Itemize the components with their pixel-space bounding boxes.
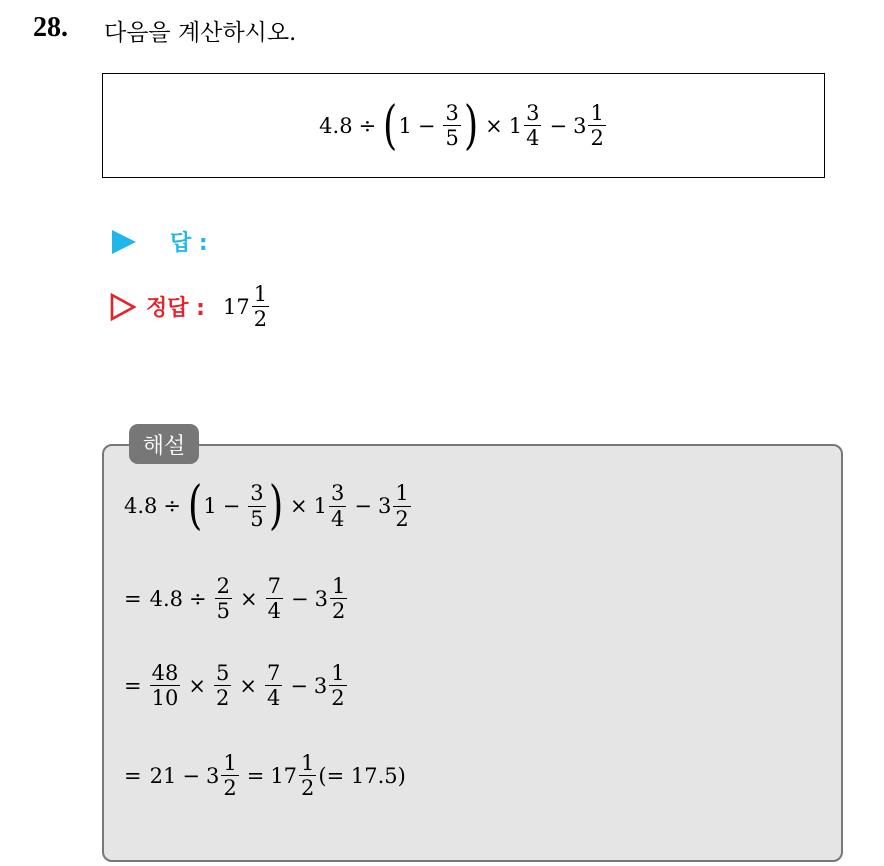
solution-line-2	[124, 575, 349, 622]
numerator: 1	[590, 100, 604, 125]
fraction	[329, 662, 346, 709]
minus-sign: −	[549, 113, 568, 138]
fraction	[150, 662, 181, 709]
equals-sign: =	[124, 763, 142, 788]
denominator: 4	[330, 506, 345, 531]
fraction	[248, 482, 265, 529]
denominator: 5	[445, 126, 459, 150]
numerator: 7	[267, 574, 281, 598]
minus-sign: −	[182, 763, 200, 788]
mixed-whole: 17	[270, 763, 298, 788]
minus-sign: −	[417, 113, 436, 138]
answer-row	[112, 226, 208, 257]
left-paren: (	[188, 476, 203, 536]
mixed-whole: 3	[573, 113, 587, 138]
fraction	[330, 575, 347, 622]
numerator: 7	[266, 661, 281, 685]
play-triangle-icon	[112, 230, 136, 254]
denominator: 2	[331, 599, 346, 624]
denominator: 2	[331, 686, 345, 711]
fraction	[252, 283, 269, 330]
question-text: 다음을 계산하시오.	[104, 20, 297, 46]
divide-sign: ÷	[189, 586, 207, 611]
numerator: 48	[151, 661, 179, 685]
term: 1	[203, 494, 217, 518]
mixed-whole: 1	[508, 113, 523, 138]
fraction	[443, 102, 460, 149]
denominator: 2	[253, 307, 268, 332]
fraction	[265, 662, 282, 709]
problem-box	[102, 73, 825, 178]
numerator: 3	[330, 481, 345, 506]
numerator: 1	[395, 481, 409, 506]
term: 4.8	[149, 586, 184, 611]
right-paren: )	[463, 95, 479, 156]
numerator: 3	[526, 100, 540, 125]
denominator: 2	[590, 126, 604, 150]
times-sign: ×	[289, 494, 308, 518]
correct-answer-value	[223, 283, 271, 330]
fraction	[215, 575, 232, 622]
equals-sign: =	[124, 586, 142, 611]
fraction	[299, 752, 316, 799]
divide-sign: ÷	[358, 113, 377, 138]
numerator: 1	[331, 661, 345, 685]
numerator: 5	[215, 661, 230, 685]
term: 4.8	[124, 494, 158, 518]
denominator: 5	[216, 599, 230, 624]
denominator: 4	[266, 686, 281, 711]
minus-sign: −	[290, 586, 309, 611]
decimal-form: (= 17.5)	[318, 763, 406, 788]
denominator: 2	[395, 506, 409, 531]
denominator: 2	[223, 776, 237, 801]
denominator: 10	[151, 686, 179, 711]
left-paren: (	[383, 95, 398, 156]
solution-line-1	[124, 476, 413, 536]
times-sign: ×	[239, 673, 257, 698]
denominator: 4	[267, 599, 281, 624]
minus-sign: −	[222, 494, 241, 518]
times-sign: ×	[485, 113, 503, 138]
denominator: 5	[250, 506, 264, 531]
numerator: 1	[331, 574, 346, 598]
numerator: 3	[250, 481, 264, 506]
mixed-whole: 3	[377, 494, 392, 518]
fraction	[588, 102, 605, 149]
numerator: 2	[216, 574, 230, 598]
divide-sign: ÷	[163, 494, 182, 518]
numerator: 1	[301, 751, 315, 775]
minus-sign: −	[290, 673, 308, 698]
outline-triangle-icon	[110, 293, 136, 321]
mixed-whole: 17	[222, 294, 250, 319]
fraction	[329, 482, 346, 529]
fraction	[524, 102, 541, 149]
term: 1	[398, 113, 412, 138]
solution-line-3	[124, 662, 349, 709]
correct-answer-row	[110, 283, 271, 330]
solution-tab: 해설	[129, 424, 199, 464]
mixed-whole: 3	[205, 763, 220, 788]
correct-answer-label: 정답 :	[146, 296, 205, 322]
denominator: 4	[526, 126, 540, 150]
numerator: 1	[223, 751, 237, 775]
denominator: 2	[301, 776, 315, 801]
mixed-whole: 3	[314, 586, 328, 611]
right-paren: )	[268, 476, 283, 536]
numerator: 1	[253, 282, 268, 306]
times-sign: ×	[240, 586, 258, 611]
equals-sign: =	[246, 763, 265, 788]
fraction	[214, 662, 231, 709]
denominator: 2	[215, 686, 230, 711]
fraction	[221, 752, 238, 799]
times-sign: ×	[188, 673, 206, 698]
fraction	[393, 482, 410, 529]
equals-sign: =	[124, 673, 142, 698]
term: 21	[149, 763, 177, 788]
minus-sign: −	[354, 494, 372, 518]
mixed-whole: 3	[313, 673, 328, 698]
numerator: 3	[445, 100, 459, 125]
solution-line-4	[124, 752, 406, 799]
term: 4.8	[319, 113, 353, 138]
mixed-whole: 1	[313, 494, 327, 518]
fraction	[266, 575, 283, 622]
question-number: 28.	[33, 12, 68, 43]
answer-label: 답 :	[170, 231, 208, 256]
problem-expression	[319, 95, 608, 156]
